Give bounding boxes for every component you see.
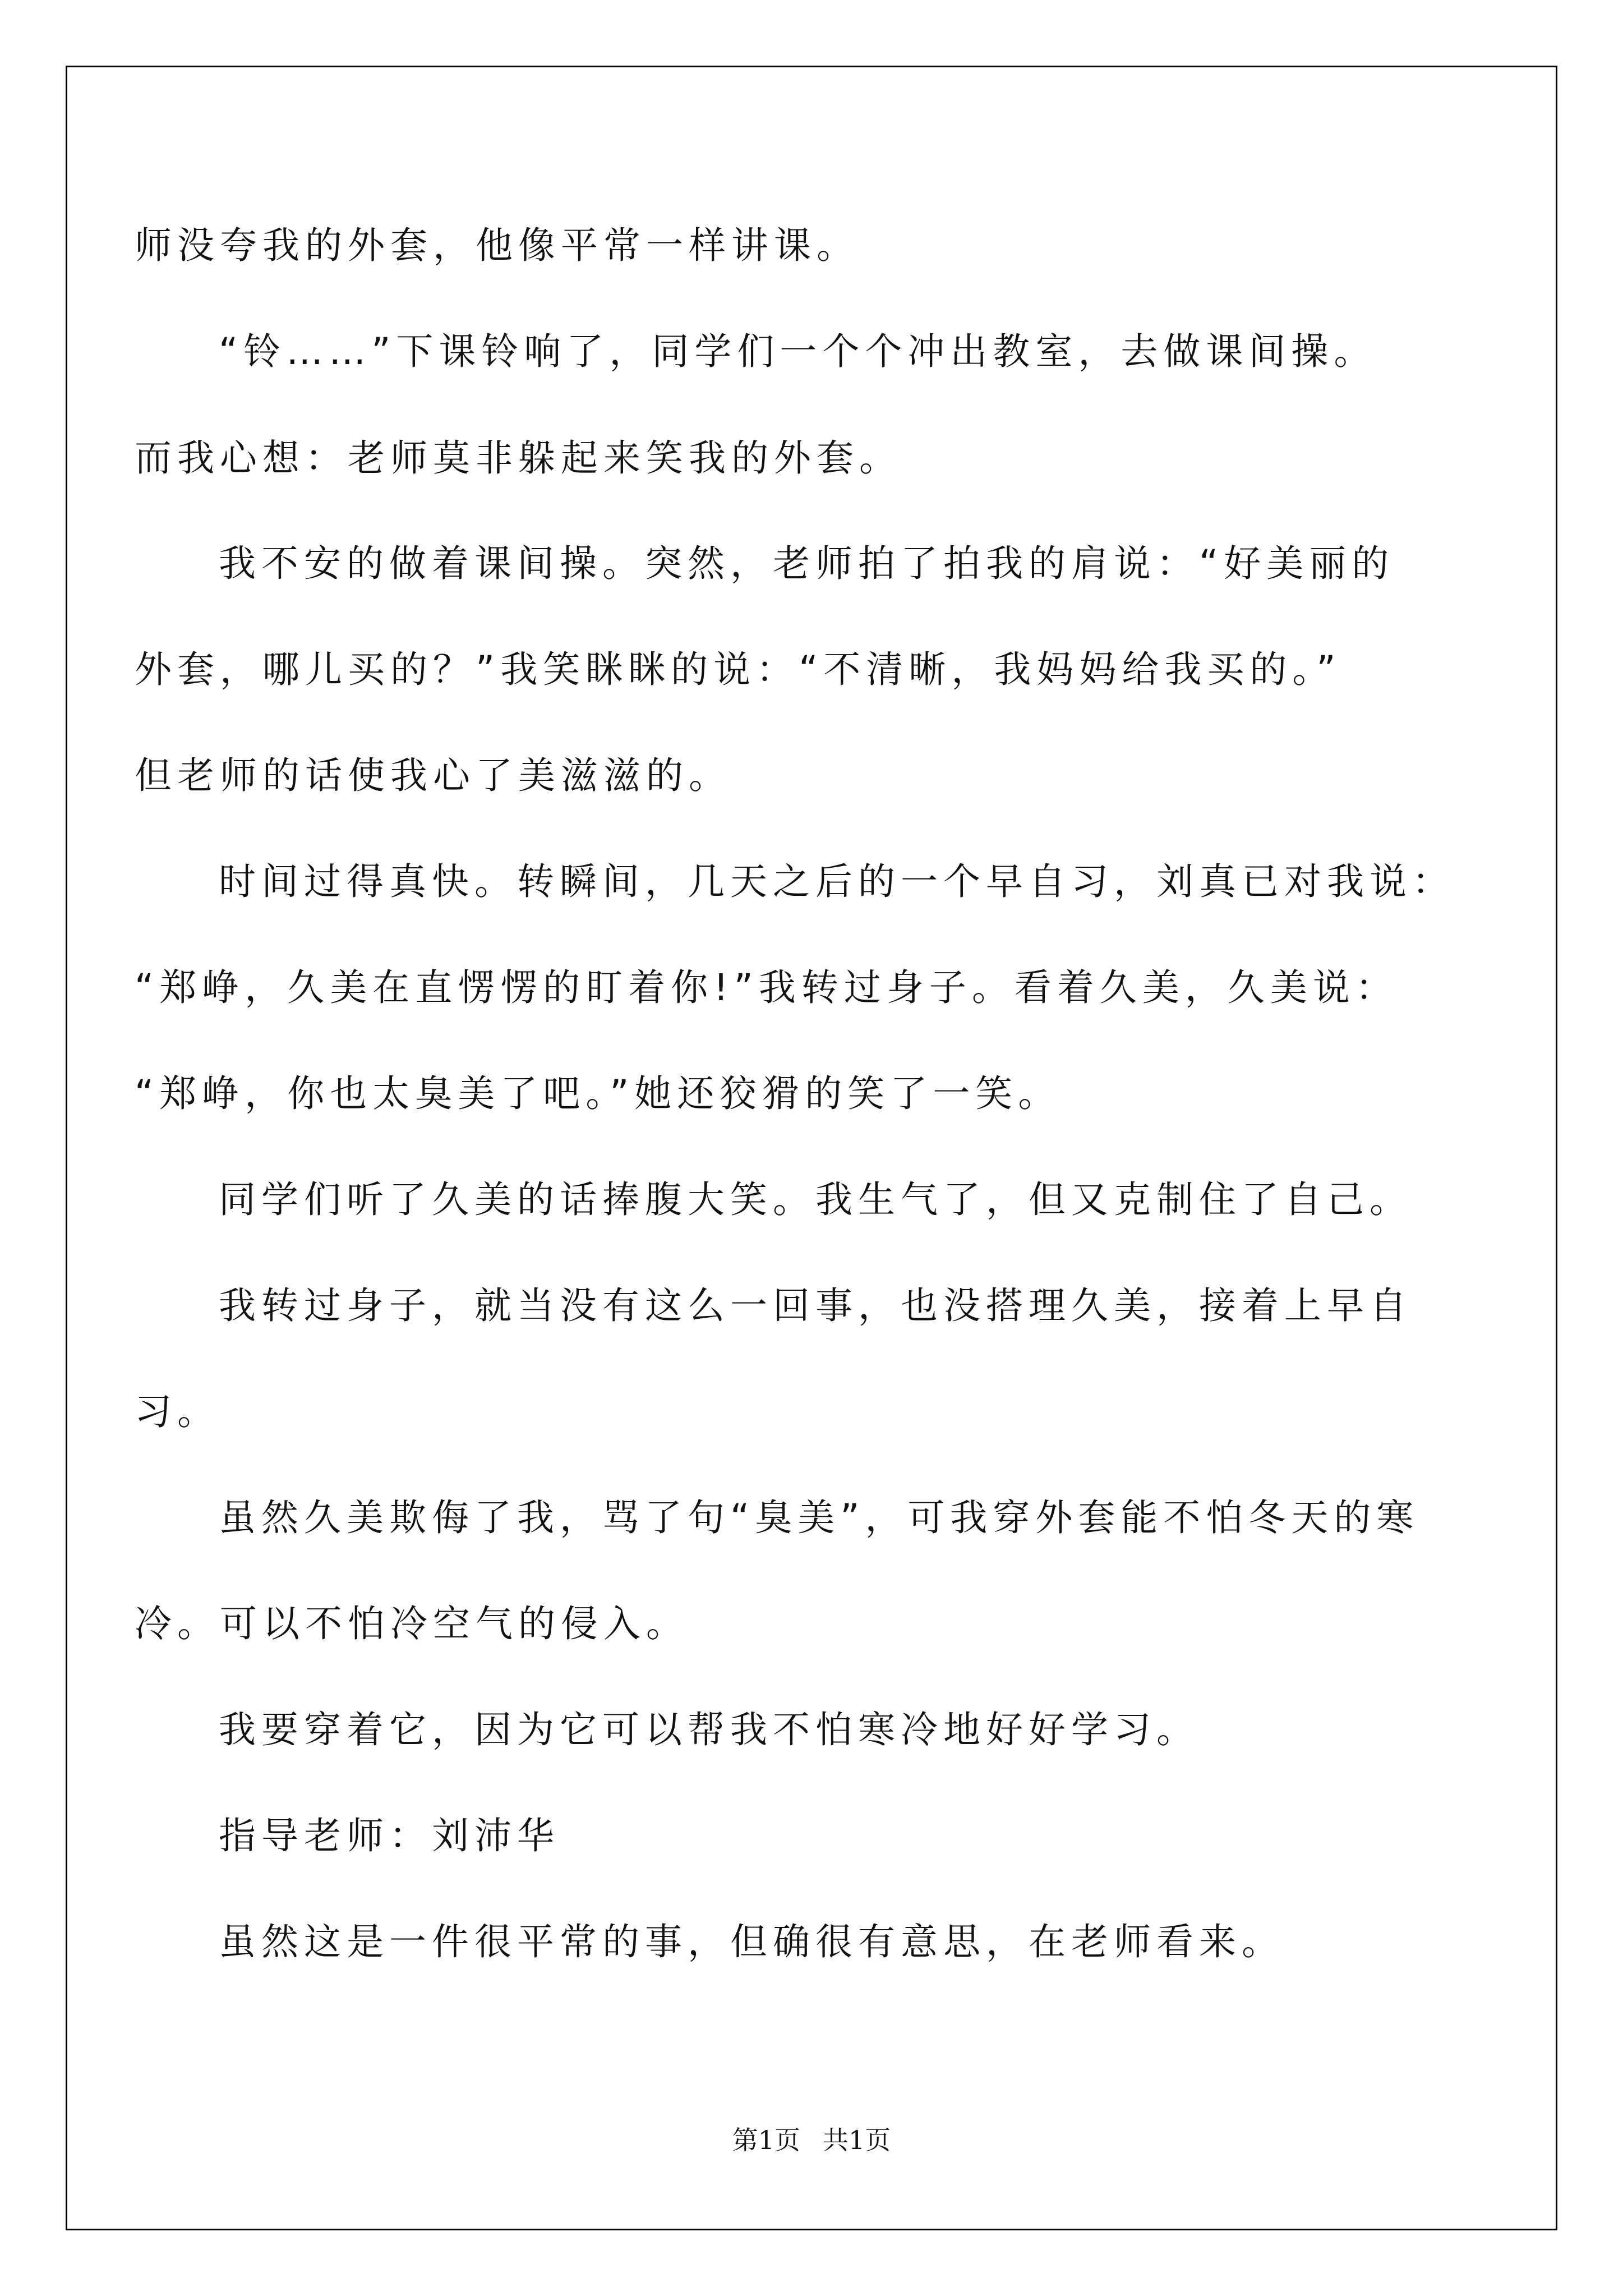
- text-line: 时间过得真快。转瞬间，几天之后的一个早自习，刘真已对我说：: [219, 860, 1455, 903]
- text-line: “郑峥，久美在直愣愣的盯着你!”我转过身子。看着久美，久美说：: [135, 966, 1398, 1009]
- page-total: 共1页: [823, 2125, 891, 2155]
- text-line: 我要穿着它，因为它可以帮我不怕寒冷地好好学习。: [219, 1708, 1199, 1751]
- text-line: “铃……”下课铃响了，同学们一个个冲出教室，去做课间操。: [219, 330, 1377, 373]
- text-line: 但老师的话使我心了美滋滋的。: [135, 754, 731, 797]
- text-line: 冷。可以不怕冷空气的侵入。: [135, 1602, 689, 1645]
- text-line: 同学们听了久美的话捧腹大笑。我生气了，但又克制住了自己。: [219, 1178, 1412, 1221]
- text-line: 师没夸我的外套，他像平常一样讲课。: [135, 224, 859, 267]
- text-line: 指导老师：刘沛华: [219, 1814, 560, 1857]
- text-line: 虽然这是一件很平常的事，但确很有意思，在老师看来。: [219, 1920, 1284, 1963]
- text-line: 外套，哪儿买的？”我笑眯眯的说：“不清晰，我妈妈给我买的。”: [135, 648, 1341, 691]
- text-line: 习。: [135, 1390, 220, 1433]
- document-body: [135, 0, 1503, 2132]
- text-line: 我不安的做着课间操。突然，老师拍了拍我的肩说：“好美丽的: [219, 542, 1395, 585]
- text-line: “郑峥，你也太臭美了吧。”她还狡猾的笑了一笑。: [135, 1072, 1061, 1115]
- page-footer: [0, 2120, 1623, 2160]
- text-line: 我转过身子，就当没有这么一回事，也没搭理久美，接着上早自: [219, 1284, 1412, 1327]
- page-number: 第1页: [732, 2125, 800, 2155]
- text-line: 而我心想：老师莫非躲起来笑我的外套。: [135, 436, 902, 480]
- text-line: 虽然久美欺侮了我，骂了句“臭美”，可我穿外套能不怕冬天的寒: [219, 1496, 1419, 1539]
